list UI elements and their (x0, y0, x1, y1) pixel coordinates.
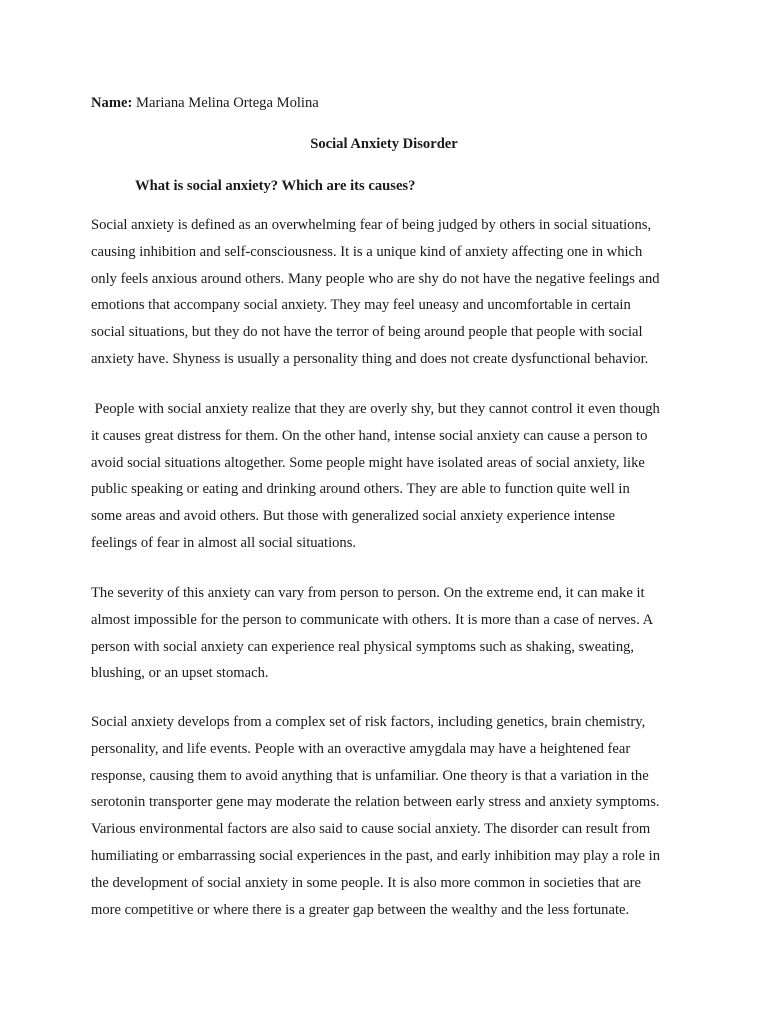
text-line: blushing, or an upset stomach. (91, 665, 269, 682)
text-line: the development of social anxiety in some people. It is also more common in societies that are (91, 874, 641, 891)
author-line (91, 93, 319, 113)
text-line: People with social anxiety realize that they are overly shy, but they cannot control it even though (91, 401, 660, 417)
author-name: Mariana Melina Ortega Molina (136, 95, 319, 111)
text-line: avoid social situations altogether. Some people might have isolated areas of social anxiety, like (91, 454, 645, 471)
text-line: almost impossible for the person to communicate with others. It is more than a case of nerves. A (91, 611, 654, 628)
paragraph-1 (91, 212, 691, 373)
section-heading: What is social anxiety? Which are its causes? (135, 178, 416, 194)
text-line: only feels anxious around others. Many people who are shy do not have the negative feelings and (91, 270, 660, 287)
name-label: Name: (91, 95, 133, 111)
text-line: emotions that accompany social anxiety. They may feel uneasy and uncomfortable in certain (91, 297, 631, 314)
paragraph-3 (91, 580, 691, 687)
text-line: it causes great distress for them. On the other hand, intense social anxiety can cause a person to (91, 427, 648, 444)
paragraph-4 (91, 709, 691, 923)
text-line: feelings of fear in almost all social situations. (91, 534, 357, 551)
text-line: anxiety have. Shyness is usually a personality thing and does not create dysfunctional behavior. (91, 350, 649, 367)
paragraph-2 (91, 396, 691, 557)
text-line: personality, and life events. People with an overactive amygdala may have a heightened fear (91, 740, 631, 757)
text-line: Various environmental factors are also said to cause social anxiety. The disorder can result from (91, 821, 651, 838)
text-line: some areas and avoid others. But those with generalized social anxiety experience intense (91, 508, 615, 525)
text-line: The severity of this anxiety can vary from person to person. On the extreme end, it can make it (91, 585, 645, 601)
text-line: Social anxiety develops from a complex set of risk factors, including genetics, brain chemistry, (91, 714, 646, 730)
text-line: response, causing them to avoid anything that is unfamiliar. One theory is that a variation in the (91, 767, 649, 784)
text-line: social situations, but they do not have the terror of being around people that people with social (91, 324, 643, 341)
text-line: humiliating or embarrassing social experiences in the past, and early inhibition may play a role in (91, 847, 660, 864)
text-line: serotonin transporter gene may moderate the relation between early stress and anxiety symptoms. (91, 794, 660, 811)
document-title: Social Anxiety Disorder (310, 136, 458, 152)
text-line: person with social anxiety can experience real physical symptoms such as shaking, sweating, (91, 638, 635, 655)
text-line: more competitive or where there is a greater gap between the wealthy and the less fortunate. (91, 901, 630, 918)
text-line: causing inhibition and self-consciousness. It is a unique kind of anxiety affecting one in which (91, 243, 643, 260)
text-line: public speaking or eating and drinking around others. They are able to function quite well in (91, 481, 630, 498)
text-line: Social anxiety is defined as an overwhelming fear of being judged by others in social situations, (91, 217, 652, 233)
